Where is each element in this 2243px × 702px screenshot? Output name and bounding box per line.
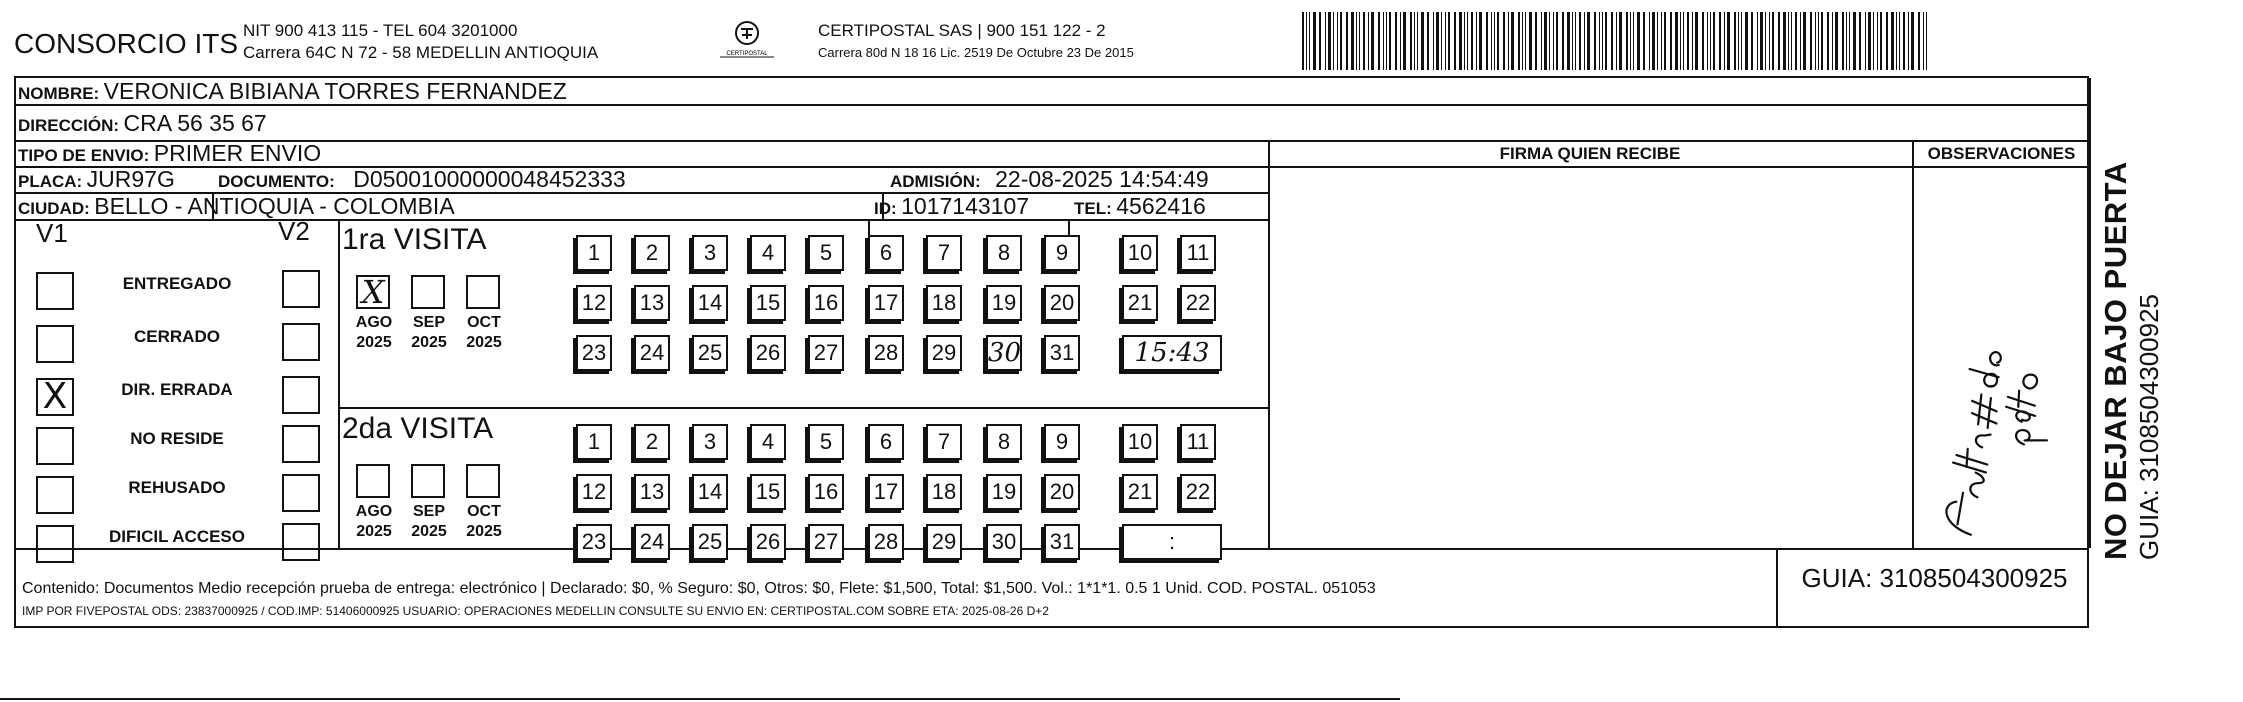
barcode-bar <box>1702 12 1704 70</box>
day-cell[interactable]: 8 <box>986 235 1022 271</box>
admission-label: ADMISIÓN: <box>890 172 981 191</box>
status-v2-checkbox[interactable] <box>282 323 320 361</box>
day-cell[interactable]: 19 <box>986 474 1022 510</box>
barcode-bar <box>1626 12 1628 70</box>
day-cell[interactable]: 20 <box>1044 474 1080 510</box>
observation-handwriting <box>1921 258 2081 538</box>
send-type-label: TIPO DE ENVIO: <box>18 146 150 165</box>
barcode-bar <box>1760 12 1763 70</box>
day-cell[interactable]: 29 <box>926 335 962 371</box>
barcode-bar <box>1683 12 1684 70</box>
barcode-bar <box>1818 12 1819 70</box>
barcode-bar <box>1562 12 1564 70</box>
barcode-bar <box>1657 12 1658 70</box>
day-cell[interactable]: 31 <box>1044 335 1080 371</box>
barcode-bar <box>1865 12 1866 70</box>
barcode-bar <box>1309 12 1310 70</box>
day-cell[interactable]: 25 <box>692 524 728 560</box>
status-v1-checkbox[interactable] <box>36 325 74 363</box>
barcode-bar <box>1479 12 1482 70</box>
month-name: AGO <box>355 314 393 331</box>
barcode-bar <box>1751 12 1753 70</box>
month-checkbox[interactable] <box>466 275 500 309</box>
barcode-bar <box>1911 12 1914 70</box>
day-cell[interactable]: 17 <box>868 474 904 510</box>
day-cell[interactable]: 27 <box>808 524 844 560</box>
barcode-bar <box>1476 12 1477 70</box>
day-cell[interactable]: 9 <box>1044 424 1080 460</box>
day-cell[interactable]: 30 <box>986 524 1022 560</box>
barcode-bar <box>1459 12 1462 70</box>
day-cell[interactable]: 5 <box>808 424 844 460</box>
barcode-bar <box>1544 12 1547 70</box>
barcode-bar <box>1389 12 1391 70</box>
barcode-bar <box>1877 12 1878 70</box>
day-cell[interactable]: 11 <box>1180 424 1216 460</box>
barcode-bar <box>1302 12 1304 70</box>
footer-guia: GUIA: 3108504300925 <box>1776 550 2091 628</box>
id-row <box>874 193 1029 220</box>
status-v1-checkbox[interactable] <box>36 427 74 465</box>
month-year: 2025 <box>411 334 447 351</box>
day-cell[interactable]: 6 <box>868 235 904 271</box>
day-cell[interactable]: 5 <box>808 235 844 271</box>
barcode-bar <box>1772 12 1774 70</box>
barcode-bar <box>1356 12 1357 70</box>
footer-contents: Contenido: Documentos Medio recepción prueba de entrega: electrónico | Declarado: $0, % Seguro: $0, Otros: $0, Flete: $1,500, Total: $1,500. Vol.: 1*1*1. 0.5 1 Unid. COD. POSTAL. 051053 <box>22 580 1376 597</box>
day-cell[interactable]: 3 <box>692 424 728 460</box>
day-cell[interactable]: 22 <box>1180 285 1216 321</box>
brand-name: CONSORCIO ITS <box>14 28 239 59</box>
barcode-bar <box>1518 12 1520 70</box>
barcode-bar <box>1363 12 1365 70</box>
month-year: 2025 <box>466 334 502 351</box>
barcode-bar <box>1471 12 1473 70</box>
day-cell[interactable]: 27 <box>808 335 844 371</box>
status-v2-checkbox[interactable] <box>282 474 320 512</box>
barcode-bar <box>1448 12 1450 70</box>
day-cell[interactable]: 18 <box>926 474 962 510</box>
status-v2-checkbox[interactable] <box>282 523 320 561</box>
barcode-bar <box>1567 12 1570 70</box>
day-cell[interactable]: 28 <box>868 335 904 371</box>
month-label <box>458 502 510 542</box>
status-v2-checkbox[interactable] <box>282 270 320 308</box>
barcode-bar <box>1903 12 1905 70</box>
send-type: PRIMER ENVIO <box>153 140 322 166</box>
barcode-bar <box>1923 12 1924 70</box>
day-cell[interactable]: 11 <box>1180 235 1216 271</box>
barcode-bar <box>1313 12 1316 70</box>
barcode-bar <box>1525 12 1526 70</box>
day-cell[interactable]: 21 <box>1122 285 1158 321</box>
day-cell[interactable]: 4 <box>750 235 786 271</box>
barcode-bar <box>1378 12 1380 70</box>
barcode-bar <box>1918 12 1920 70</box>
barcode-bar <box>1800 12 1801 70</box>
barcode-bar <box>1427 12 1429 70</box>
month-checkbox[interactable] <box>411 275 445 309</box>
barcode-bar <box>1769 12 1770 70</box>
barcode-bar <box>1325 12 1326 70</box>
day-cell[interactable]: 7 <box>926 424 962 460</box>
signature-header: FIRMA QUIEN RECIBE <box>1499 144 1681 163</box>
barcode-bar <box>1765 12 1766 70</box>
day-cell[interactable]: 1 <box>576 235 612 271</box>
visit-title: 2da VISITA <box>342 412 494 445</box>
nit-line: NIT 900 413 115 - TEL 604 3201000 <box>243 21 518 40</box>
barcode-bar <box>1724 12 1725 70</box>
day-cell[interactable]: 17 <box>868 285 904 321</box>
status-v1-checkbox[interactable]: X <box>36 378 74 416</box>
side-labels <box>2098 161 2165 560</box>
month-checkbox[interactable] <box>356 464 390 498</box>
barcode-bar <box>1619 12 1622 70</box>
barcode-bar <box>1745 12 1748 70</box>
barcode-bar <box>1467 12 1468 70</box>
city-row <box>18 193 455 220</box>
barcode-bar <box>1535 12 1537 70</box>
day-cell[interactable]: 21 <box>1122 474 1158 510</box>
month-label <box>348 502 400 542</box>
month-name: SEP <box>412 314 445 331</box>
barcode-bar <box>1371 12 1374 70</box>
barcode-bar <box>1491 12 1492 70</box>
tel-row <box>1074 193 1206 220</box>
barcode-bar <box>1908 12 1909 70</box>
day-cell[interactable]: 4 <box>750 424 786 460</box>
month-year: 2025 <box>356 523 392 540</box>
status-label: DIFICIL ACCESO <box>108 527 245 546</box>
day-cell[interactable]: 15 <box>750 474 786 510</box>
barcode-bar <box>1695 12 1698 70</box>
day-cell[interactable]: 12 <box>576 285 612 321</box>
barcode-bar <box>1445 12 1446 70</box>
barcode-bar <box>1441 12 1442 70</box>
day-cell[interactable]: 29 <box>926 524 962 560</box>
barcode-bar <box>1436 12 1439 70</box>
barcode-bar <box>1868 12 1871 70</box>
observations-header: OBSERVACIONES <box>1927 144 2076 163</box>
barcode-bar <box>1741 12 1742 70</box>
barcode-bar <box>1486 12 1488 70</box>
day-cell[interactable]: 26 <box>750 335 786 371</box>
barcode-bar <box>1738 12 1739 70</box>
day-cell[interactable]: 10 <box>1122 235 1158 271</box>
barcode-bar <box>1783 12 1786 70</box>
barcode-bar <box>1522 12 1523 70</box>
barcode-bar <box>1713 12 1715 70</box>
address-line: Carrera 64C N 72 - 58 MEDELLIN ANTIOQUIA <box>243 43 599 62</box>
barcode-bar <box>1414 12 1415 70</box>
barcode-bar <box>1383 12 1384 70</box>
barcode-bar <box>1692 12 1693 70</box>
barcode-bar <box>1891 12 1894 70</box>
barcode-bar <box>1803 12 1806 70</box>
month-name: AGO <box>355 503 393 520</box>
admission-row <box>890 166 1209 193</box>
day-cell[interactable]: 19 <box>986 285 1022 321</box>
status-label: DIR. ERRADA <box>121 380 233 399</box>
barcode-bar <box>1643 12 1645 70</box>
barcode-bar <box>1835 12 1838 70</box>
status-label: NO RESIDE <box>130 429 224 448</box>
barcode-bar <box>1707 12 1708 70</box>
barcode-bar <box>1340 12 1342 70</box>
day-cell[interactable]: 16 <box>808 285 844 321</box>
month-year: 2025 <box>411 523 447 540</box>
day-cell[interactable]: 8 <box>986 424 1022 460</box>
day-cell[interactable]: 6 <box>868 424 904 460</box>
barcode-bar <box>1899 12 1900 70</box>
barcode-bar <box>1351 12 1354 70</box>
barcode-bar <box>1630 12 1631 70</box>
barcode-bar <box>1832 12 1833 70</box>
barcode-bar <box>1842 12 1844 70</box>
id-label: ID: <box>874 199 897 218</box>
recipient-address: CRA 56 35 67 <box>123 110 267 136</box>
barcode-bar <box>1719 12 1721 70</box>
month-name: OCT <box>467 503 501 520</box>
guide-form <box>14 76 2089 628</box>
month-label <box>403 313 455 353</box>
visit-time[interactable]: 15:43 <box>1122 335 1222 371</box>
status-v1-checkbox[interactable] <box>36 525 74 563</box>
day-cell[interactable]: 14 <box>692 474 728 510</box>
day-cell[interactable]: 3 <box>692 235 728 271</box>
barcode-bar <box>1541 12 1542 70</box>
barcode-bar <box>1386 12 1387 70</box>
barcode-bar <box>1680 12 1681 70</box>
barcode-bar <box>1417 12 1418 70</box>
tel-number: 4562416 <box>1116 193 1206 219</box>
barcode-bar <box>1400 12 1401 70</box>
barcode-bar <box>1886 12 1888 70</box>
document-row <box>218 166 626 193</box>
day-cell[interactable]: 2 <box>634 424 670 460</box>
barcode-bar <box>1675 12 1678 70</box>
barcode-bar <box>1556 12 1558 70</box>
barcode-bar <box>1587 12 1590 70</box>
barcode-bar <box>1584 12 1585 70</box>
day-cell[interactable]: 22 <box>1180 474 1216 510</box>
name-label: NOMBRE: <box>18 84 100 103</box>
barcode-bar <box>1346 12 1348 70</box>
barcode-bar <box>1652 12 1655 70</box>
barcode-bar <box>1605 12 1607 70</box>
barcode-bar <box>1433 12 1434 70</box>
status-v2-checkbox[interactable] <box>282 376 320 414</box>
id-number: 1017143107 <box>901 193 1030 219</box>
barcode-bar <box>1553 12 1554 70</box>
month-label <box>458 313 510 353</box>
plate: JUR97G <box>86 166 175 192</box>
barcode-bar <box>1616 12 1617 70</box>
carrier-line: CERTIPOSTAL SAS | 900 151 122 - 2 <box>818 21 1106 40</box>
barcode-bar <box>1454 12 1456 70</box>
month-label <box>348 313 400 353</box>
barcode-bar <box>1637 12 1640 70</box>
barcode-bar <box>1410 12 1412 70</box>
status-label: REHUSADO <box>128 478 226 497</box>
barcode-bar <box>1926 12 1927 70</box>
barcode-bar <box>1795 12 1797 70</box>
barcode-bar <box>1670 12 1672 70</box>
barcode-bar <box>1849 12 1850 70</box>
day-cell[interactable]: 13 <box>634 285 670 321</box>
logo-text: CERTIPOSTAL <box>726 51 768 57</box>
day-cell[interactable]: 7 <box>926 235 962 271</box>
month-checkbox[interactable] <box>411 464 445 498</box>
month-year: 2025 <box>356 334 392 351</box>
barcode-bar <box>1896 12 1897 70</box>
barcode-bar <box>1594 12 1596 70</box>
barcode-bar <box>1503 12 1505 70</box>
barcode-bar <box>1464 12 1465 70</box>
day-cell[interactable]: 15 <box>750 285 786 321</box>
barcode-bar <box>1853 12 1856 70</box>
visit-time[interactable]: : <box>1122 524 1222 560</box>
day-cell[interactable]: 10 <box>1122 424 1158 460</box>
status-v1-checkbox[interactable] <box>36 476 74 514</box>
barcode-bar <box>1549 12 1550 70</box>
barcode-bar <box>1821 12 1823 70</box>
company-info <box>243 20 598 64</box>
day-cell[interactable]: 13 <box>634 474 670 510</box>
barcode-bar <box>1529 12 1532 70</box>
barcode-bar <box>1572 12 1573 70</box>
footer-print-info: IMP POR FIVEPOSTAL ODS: 23837000925 / COD.IMP: 51406000925 USUARIO: OPERACIONES MEDELLIN CONSULTE SU ENVIO EN: CERTIPOSTAL.COM SOBRE ETA: 2025-08-26 D+2 <box>22 604 1049 618</box>
day-cell[interactable]: 2 <box>634 235 670 271</box>
document-label: DOCUMENTO: <box>218 172 335 191</box>
barcode-bar <box>1395 12 1397 70</box>
plate-row <box>18 166 175 193</box>
bottom-cut-line <box>0 698 1400 700</box>
barcode-bar <box>1778 12 1780 70</box>
month-checkbox[interactable]: X <box>356 275 390 309</box>
day-cell[interactable]: 20 <box>1044 285 1080 321</box>
day-cell-marked[interactable]: 30 <box>986 335 1022 371</box>
observation-note: Falta # de apto <box>1921 258 1928 259</box>
barcode-bar <box>1579 12 1581 70</box>
day-cell[interactable]: 25 <box>692 335 728 371</box>
name-row <box>18 78 567 105</box>
barcode-bar <box>1880 12 1882 70</box>
barcode-bar <box>1368 12 1369 70</box>
status-label: CERRADO <box>134 327 220 346</box>
month-name: OCT <box>467 314 501 331</box>
plate-label: PLACA: <box>18 172 83 191</box>
day-cell[interactable]: 12 <box>576 474 612 510</box>
barcode-bar <box>1710 12 1711 70</box>
tel-label: TEL: <box>1074 199 1112 218</box>
certipostal-logo <box>712 18 782 60</box>
barcode-bar <box>1328 12 1331 70</box>
address-row <box>18 110 267 137</box>
barcode-bar <box>1511 12 1514 70</box>
barcode-bar <box>1633 12 1634 70</box>
city: BELLO - ANTIOQUIA - COLOMBIA <box>94 193 455 219</box>
address-label: DIRECCIÓN: <box>18 116 120 135</box>
barcode-bar <box>1337 12 1338 70</box>
v2-header: V2 <box>278 216 310 246</box>
admission-date: 22-08-2025 14:54:49 <box>995 166 1209 192</box>
barcode-bar <box>1359 12 1360 70</box>
barcode-bar <box>1664 12 1666 70</box>
day-cell[interactable]: 26 <box>750 524 786 560</box>
barcode-bar <box>1599 12 1600 70</box>
day-cell[interactable]: 16 <box>808 474 844 510</box>
barcode-bar <box>1791 12 1792 70</box>
day-cell[interactable]: 31 <box>1044 524 1080 560</box>
recipient-name: VERONICA BIBIANA TORRES FERNANDEZ <box>103 78 567 104</box>
barcode-bar <box>1403 12 1406 70</box>
document-number: D05001000000048452333 <box>353 166 626 192</box>
day-cell[interactable]: 24 <box>634 335 670 371</box>
v1-header: V1 <box>36 218 68 248</box>
barcode-bar <box>1494 12 1495 70</box>
day-cell[interactable]: 23 <box>576 524 612 560</box>
barcode-bar <box>1815 12 1816 70</box>
barcode <box>1302 12 1932 70</box>
day-cell[interactable]: 9 <box>1044 235 1080 271</box>
barcode-bar <box>1873 12 1874 70</box>
side-guia: GUIA: 3108504300925 <box>2134 294 2164 560</box>
barcode-bar <box>1611 12 1613 70</box>
barcode-bar <box>1846 12 1847 70</box>
carrier-info <box>818 20 1134 64</box>
day-cell[interactable]: 24 <box>634 524 670 560</box>
day-cell[interactable]: 28 <box>868 524 904 560</box>
barcode-bar <box>1319 12 1321 70</box>
send-type-row <box>18 140 321 167</box>
city-label: CIUDAD: <box>18 199 90 218</box>
barcode-bar <box>1575 12 1576 70</box>
barcode-bar <box>1649 12 1650 70</box>
barcode-bar <box>1827 12 1829 70</box>
month-year: 2025 <box>466 523 502 540</box>
license-line: Carrera 80d N 18 16 Lic. 2519 De Octubre 23 De 2015 <box>818 45 1134 60</box>
day-cell[interactable]: 18 <box>926 285 962 321</box>
status-v2-checkbox[interactable] <box>282 425 320 463</box>
month-label <box>403 502 455 542</box>
barcode-bar <box>1333 12 1334 70</box>
barcode-bar <box>1757 12 1758 70</box>
day-cell[interactable]: 1 <box>576 424 612 460</box>
visit-title: 1ra VISITA <box>342 223 487 256</box>
barcode-bar <box>1810 12 1812 70</box>
barcode-bar <box>1602 12 1603 70</box>
barcode-bar <box>1727 12 1730 70</box>
day-cell[interactable]: 14 <box>692 285 728 321</box>
status-label: ENTREGADO <box>122 274 232 293</box>
barcode-bar <box>1788 12 1789 70</box>
barcode-bar <box>1687 12 1689 70</box>
status-v1-checkbox[interactable] <box>36 272 74 310</box>
no-under-door-warning: NO DEJAR BAJO PUERTA <box>2098 161 2133 560</box>
barcode-bar <box>1508 12 1509 70</box>
barcode-bar <box>1306 12 1307 70</box>
barcode-bar <box>1859 12 1861 70</box>
barcode-bar <box>1661 12 1662 70</box>
barcode-bar <box>1734 12 1736 70</box>
day-cell[interactable]: 23 <box>576 335 612 371</box>
barcode-bar <box>1421 12 1424 70</box>
month-name: SEP <box>412 503 445 520</box>
month-checkbox[interactable] <box>466 464 500 498</box>
barcode-bar <box>1497 12 1499 70</box>
